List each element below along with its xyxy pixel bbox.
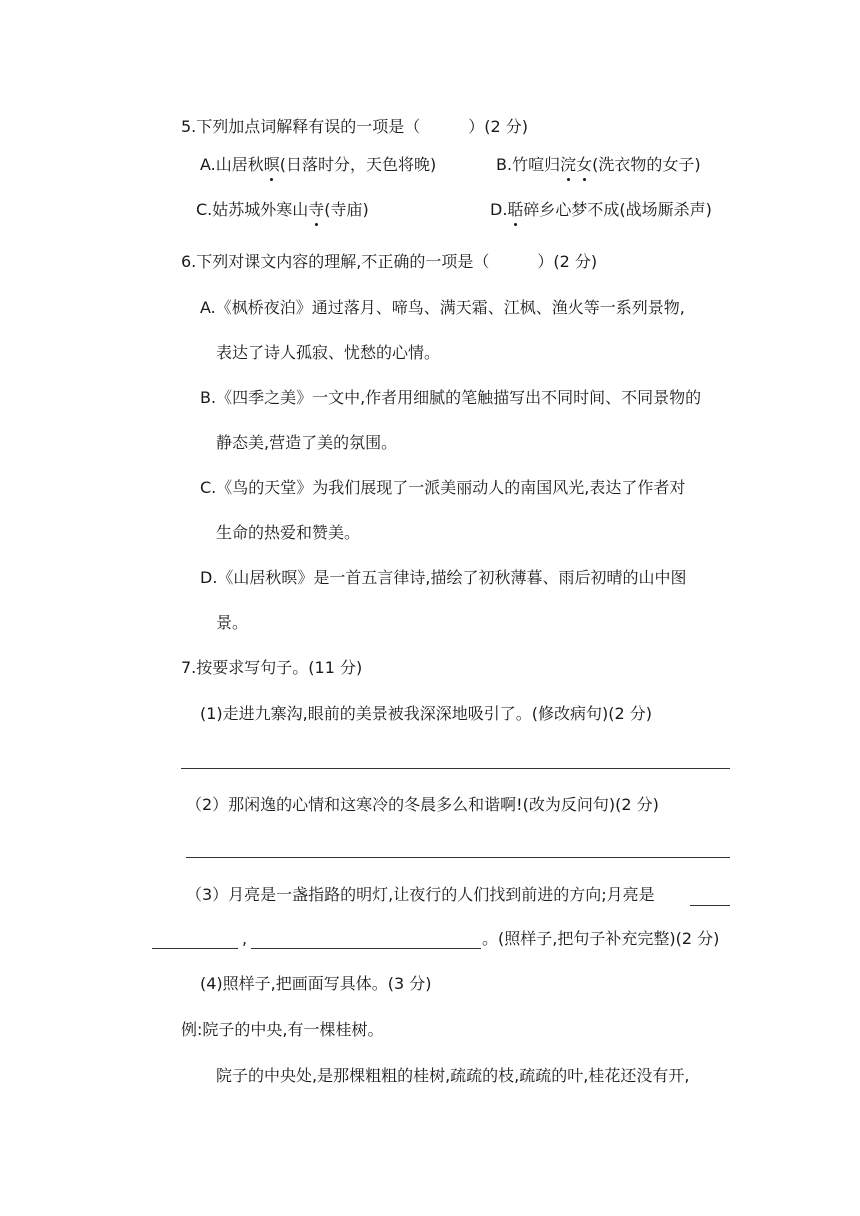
q7-sub4: (4)照样子,把画面写具体。(3 分) bbox=[200, 974, 432, 993]
q5-stem: 5.下列加点词解释有误的一项是（ ）(2 分) bbox=[181, 117, 529, 136]
example-label: 例:院子的中央,有一棵桂树。 bbox=[181, 1020, 384, 1039]
q6-option-d-line2: 景。 bbox=[216, 613, 249, 632]
fill-blank-2[interactable] bbox=[251, 948, 481, 949]
fill-blank-separator: , bbox=[242, 929, 248, 948]
q7-stem: 7.按要求写句子。(11 分) bbox=[181, 658, 363, 677]
q7-sub3-line2: 。(照样子,把句子补充完整)(2 分) bbox=[482, 929, 720, 948]
q5-option-a: A.山居秋暝(日落时分，天色将晚) bbox=[200, 155, 437, 174]
q5-option-b: B.竹喧归浣女(洗衣物的女子) bbox=[496, 155, 701, 174]
q6-option-b-line1: B.《四季之美》一文中,作者用细腻的笔触描写出不同时间、不同景物的 bbox=[200, 388, 702, 407]
q6-option-a-line2: 表达了诗人孤寂、忧愁的心情。 bbox=[216, 343, 441, 362]
q5-option-c: C.姑苏城外寒山寺(寺庙) bbox=[196, 200, 369, 219]
q6-option-c-line1: C.《鸟的天堂》为我们展现了一派美丽动人的南国风光,表达了作者对 bbox=[200, 478, 686, 497]
q7-sub2: （2）那闲逸的心情和这寒冷的冬晨多么和谐啊!(改为反问句)(2 分) bbox=[186, 795, 659, 814]
q5-option-d: D.聒碎乡心梦不成(战场厮杀声) bbox=[490, 200, 712, 219]
q6-option-b-line2: 静态美,营造了美的氛围。 bbox=[216, 433, 398, 452]
answer-line-2[interactable] bbox=[186, 857, 730, 858]
q7-sub1: (1)走进九寨沟,眼前的美景被我深深地吸引了。(修改病句)(2 分) bbox=[200, 704, 652, 723]
fill-blank-1b[interactable] bbox=[152, 948, 238, 949]
q6-option-a-line1: A.《枫桥夜泊》通过落月、啼鸟、满天霜、江枫、渔火等一系列景物, bbox=[200, 298, 685, 317]
fill-blank-1a[interactable] bbox=[690, 905, 730, 906]
q6-option-c-line2: 生命的热爱和赞美。 bbox=[216, 523, 361, 542]
answer-line-1[interactable] bbox=[181, 768, 730, 769]
q7-sub3-line1: （3）月亮是一盏指路的明灯,让夜行的人们找到前进的方向;月亮是 bbox=[186, 885, 655, 904]
q6-option-d-line1: D.《山居秋暝》是一首五言律诗,描绘了初秋薄暮、雨后初晴的山中图 bbox=[200, 568, 687, 587]
q6-stem: 6.下列对课文内容的理解,不正确的一项是（ ）(2 分) bbox=[181, 252, 598, 271]
example-detail: 院子的中央处,是那棵粗粗的桂树,疏疏的枝,疏疏的叶,桂花还没有开, bbox=[216, 1066, 690, 1085]
